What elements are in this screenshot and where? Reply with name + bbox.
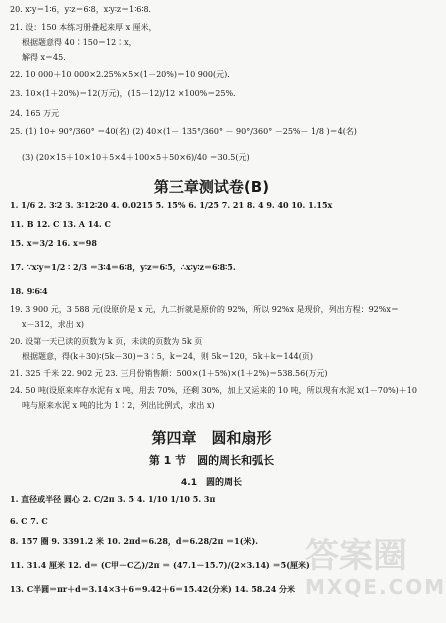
- answer-25-line1: 25. (1) 10÷ 90°/360° ＝40(名) (2) 40×(1－ 135°/360° － 90°/360° －25%－ 1/8 )＝4(名): [10, 127, 357, 136]
- watermark-logo: 答案圈: [305, 536, 407, 576]
- ch4-answer-13: 13. C半圆＝πr＋d＝3.14×3＋6＝9.42＋6＝15.42(分米) 14. 58.24 分米: [10, 584, 296, 594]
- ch3-answer-24-line1: 24. 50 吨(设原来库存水泥有 x 吨，用去 70%，还剩 30%，加上又运来的 10 吨，所以现有水泥 x(1－70%)＋10: [10, 386, 417, 395]
- ch4-answer-11: 11. 31.4 厘米 12. d＝ (C甲－C乙)/2π ＝ (47.1－15.7)/(2×3.14) ＝5(厘米): [10, 560, 310, 570]
- ch3-answer-21: 21. 325 千米 22. 902 元 23. 三月份销售额：500×(1＋5%)×(1＋2%)＝538.56(万元): [10, 369, 328, 378]
- chapter4-subsection-title: 4.1 圆的周长: [181, 478, 242, 488]
- ch3-answer-15: 15. x＝3/2 16. x＝98: [10, 238, 97, 248]
- answer-23: 23. 10×(1＋20%)＝12(万元)，(15－12)/12 ×100%＝25%.: [10, 89, 236, 98]
- ch3-answer-18: 18. 9∶6∶4: [10, 286, 48, 296]
- answer-21-line2: 根据题意得 40∶150＝12∶x，: [22, 38, 137, 47]
- answer-22: 22. 10 000＋10 000×2.25%×5×(1－20%)＝10 900(元).: [10, 70, 230, 79]
- answer-25-line2: (3) (20×15＋10×10＋5×4＋100×5＋50×6)/40 ＝30.5(元): [22, 153, 250, 162]
- answer-20: 20. x∶y＝1∶6，y∶z＝6∶8，x∶y∶z＝1∶6∶8.: [10, 5, 152, 14]
- ch4-answer-6: 6. C 7. C: [10, 516, 48, 526]
- ch3-answer-17: 17. ∵x∶y＝1/2 ∶ 2/3 ＝3∶4＝6∶8，y∶z＝6∶5，∴x∶y∶z＝6∶8∶5.: [10, 262, 236, 272]
- ch3-answer-20-line1: 20. 设第一天已读的页数为 k 页，未读的页数为 5k 页: [10, 337, 203, 346]
- chapter4-section-title: 第 1 节 圆的周长和弧长: [148, 454, 275, 467]
- ch3-answer-19-line2: x－312，求出 x): [22, 320, 84, 329]
- chapter3-title: 第三章测试卷(B): [153, 178, 270, 196]
- answer-24: 24. 165 万元: [10, 109, 60, 118]
- chapter4-title: 第四章 圆和扇形: [151, 429, 272, 447]
- ch3-answer-24-line2: 吨与原来水泥 x 吨的比为 1∶2，列出比例式，求出 x): [22, 401, 215, 410]
- ch3-answer-11: 11. B 12. C 13. A 14. C: [10, 219, 111, 229]
- watermark-url: MXQE.COM: [305, 575, 446, 599]
- answer-21-line1: 21. 设：150 本练习册叠起来厚 x 厘米，: [10, 23, 157, 32]
- answer-21-line3: 解得 x＝45.: [22, 53, 66, 62]
- ch4-answer-8: 8. 157 圈 9. 3391.2 米 10. 2πd＝6.28，d＝6.28/2π ＝1(米).: [10, 536, 259, 546]
- ch3-answer-20-line2: 根据题意，得(k＋30)∶(5k－30)＝3∶5，k＝24，则 5k＝120，5k＋k＝144(页): [22, 352, 313, 361]
- ch3-answer-19-line1: 19. 3 900 元，3 588 元(设原价是 x 元，九二折就是原价的 92%，所以 92%x 是现价，列出方程：92%x＝: [10, 305, 399, 314]
- ch3-answer-1: 1. 1/6 2. 3∶2 3. 3∶12∶20 4. 0.0215 5. 15% 6. 1/25 7. 21 8. 4 9. 40 10. 1.15x: [10, 200, 333, 210]
- ch4-answer-1: 1. 直径或半径 圆心 2. C/2π 3. 5 4. 1/10 1/10 5. 3π: [10, 494, 216, 504]
